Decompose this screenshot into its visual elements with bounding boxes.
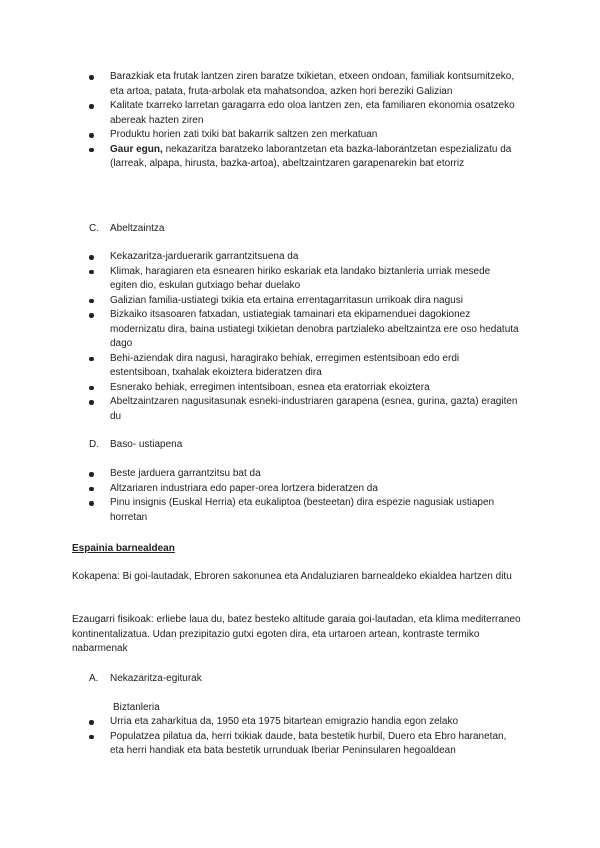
- list-item: [0, 482, 600, 497]
- list-item: [0, 730, 600, 759]
- list-item-text: Behi-aziendak dira nagusi, haragirako behiak, erregimen estentsiboan edo erdi estentsiboan, txahalak ekoiztera bideratzen dira: [110, 352, 460, 378]
- list-item: [0, 496, 600, 525]
- list-item: [0, 128, 600, 143]
- bullet-list-d: [0, 467, 600, 525]
- list-item-text: Pinu insignis (Euskal Herria) eta eukaliptoa (besteetan) dira espezie nagusiak ustiapen horretan: [110, 497, 495, 523]
- list-item-text: Populatzea pilatua da, herri txikiak daude, bata bestetik hurbil, Duero eta Ebro haranetan, eta herri handiak eta bata bestetik urrunduak Iberiar Peninsularen hegoaldean: [110, 730, 507, 756]
- section-letter: C.: [89, 223, 99, 234]
- list-item-text: Urria eta zaharkitua da, 1950 eta 1975 bitartean emigrazio handia egon zelako: [110, 716, 459, 727]
- list-item-text: Kalitate txarreko larretan garagarra edo oloa lantzen zen, eta familiaren ekonomia osatzeko abereak hazten ziren: [110, 100, 515, 126]
- paragraph-ezaugarri: Ezaugarri fisikoak: erliebe laua du, batez besteko altitude garaia goi-lautadan, eta klima mediterraneo kontinentalizatua. Udan prezipitazio gutxi egoten dira, eta urtaroen artean, kontraste termiko nabarmenak: [72, 614, 521, 654]
- bullet-list-top: [0, 70, 600, 172]
- list-item: [0, 395, 600, 424]
- list-item-text: Galizian familia-ustiategi txikia eta ertaina errentagarritasun urrikoak dira nagusi: [110, 294, 463, 306]
- bullet-icon: [89, 487, 94, 492]
- list-item: [0, 99, 600, 128]
- list-item: [0, 143, 600, 172]
- bullet-icon: [89, 133, 94, 138]
- list-item: [0, 294, 600, 309]
- list-item-text: Esnerako behiak, erregimen intentsiboan, esnea eta eratorriak ekoiztera: [110, 381, 430, 393]
- list-item-text: Bizkaiko itsasoaren fatxadan, ustiategiak tamainari eta ekipamenduei dagokionez modernizatu dira, baina ustiategi txikietan denobra partzialeko abeltzaintza ere oso hedatuta dago: [110, 309, 519, 349]
- list-item-bold-lead: Gaur egun,: [110, 143, 163, 155]
- section-title: Abeltzaintza: [110, 223, 165, 234]
- list-item: [0, 467, 600, 482]
- list-item-text: Klimak, haragiaren eta esnearen hiriko eskariak eta landako biztanleria urriak mesede egiten dio, eskulan gutxiago behar duelako: [110, 265, 491, 291]
- list-item-text: Produktu horien zati txiki bat bakarrik saltzen zen merkatuan: [110, 129, 378, 140]
- list-item: [0, 250, 600, 265]
- list-item-text: Abeltzaintzaren nagusitasunak esneki-industriaren garapena (esnea, gurina, gazta) eragiten du: [110, 396, 518, 422]
- section-title: Baso- ustiapena: [110, 439, 183, 450]
- bullet-icon: [89, 735, 94, 740]
- list-item-text: Kekazaritza-jarduerarik garrantzitsuena da: [110, 251, 299, 262]
- bullet-icon: [89, 386, 94, 391]
- list-item: [0, 715, 600, 730]
- bullet-icon: [89, 313, 94, 318]
- list-item: [0, 70, 600, 99]
- bullet-icon: [89, 299, 94, 304]
- section-title: Nekazaritza-egiturak: [110, 673, 202, 684]
- bullet-icon: [89, 148, 94, 153]
- list-item: [0, 308, 600, 352]
- list-item: [0, 265, 600, 294]
- section-letter: A.: [89, 673, 99, 684]
- bullet-icon: [89, 472, 94, 477]
- bullet-icon: [89, 75, 94, 80]
- list-item-text: Altzariaren industriara edo paper-orea lortzera bideratzen da: [110, 482, 378, 494]
- bullet-list-a: [0, 715, 600, 759]
- section-letter: D.: [89, 439, 99, 450]
- bullet-icon: [89, 255, 94, 260]
- bullet-list-c: [0, 250, 600, 424]
- bullet-icon: [89, 104, 94, 109]
- list-item: [0, 352, 600, 381]
- bullet-icon: [89, 501, 94, 506]
- bullet-icon: [89, 270, 94, 275]
- subheading: Biztanleria: [113, 702, 160, 713]
- bullet-icon: [89, 400, 94, 405]
- list-item-text: Barazkiak eta frutak lantzen ziren baratze txikietan, etxeen ondoan, familiak kontsumitzeko, eta artoa, patata, fruta-arbolak eta mahatsondoa, azken hori bereziki Galizian: [110, 71, 515, 97]
- list-item-text: Beste jarduera garrantzitsu bat da: [110, 468, 261, 479]
- list-item-text: nekazaritza baratzeko laborantzetan eta bazka-laborantzetan espezializatu da (larreak, alpapa, hirusta, bazka-artoa), abeltzaintzaren garapenarekin bat etorriz: [110, 143, 512, 169]
- paragraph-kokapena: Kokapena: Bi goi-lautadak, Ebroren sakonunea eta Andaluziaren barnealdeko ekialdea hartzen ditu: [72, 571, 512, 582]
- list-item: [0, 381, 600, 396]
- section-heading: Espainia barnealdean: [72, 543, 175, 554]
- bullet-icon: [89, 720, 94, 725]
- bullet-icon: [89, 357, 94, 362]
